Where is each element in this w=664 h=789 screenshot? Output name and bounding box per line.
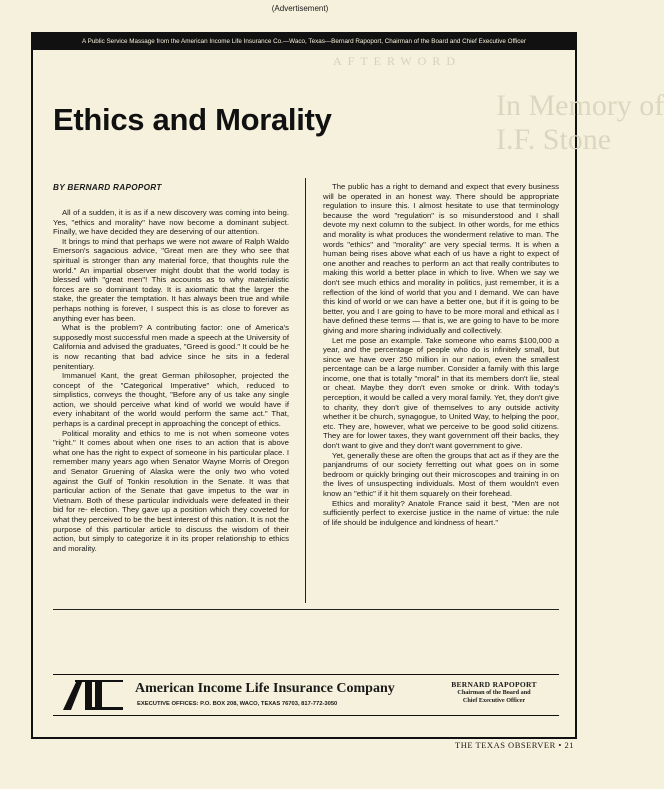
byline: BY BERNARD RAPOPORT [53, 183, 162, 192]
headline: Ethics and Morality [53, 102, 332, 137]
page-footer: THE TEXAS OBSERVER • 21 [455, 740, 574, 750]
bleed-through-line-1: In Memory of [496, 89, 664, 122]
paragraph: Immanuel Kant, the great German philosopher, projected the concept of the "Categorical Imperative" which, reduced to simplistics, conveys the thought, "Before any of us take any single action, we should perceive what kind of world we would have if every inhabitant of the world would perform the same act." That, perhaps is a cardinal precept in approaching the concept of ethics. [53, 371, 289, 429]
company-footer [53, 674, 559, 716]
left-column [53, 208, 289, 553]
paragraph: It brings to mind that perhaps we were not aware of Ralph Waldo Emerson's sagacious advice, "Great men are they who see that spiritual is stronger than any material force, that thoughts rule the world." An impartial observer might doubt that the world today is blessed with "great men"! This accounts as to why materialistic forces are so dominant today. It is axiomatic that the larger the stake, the greater the temptation. It has always been true and while perhaps nothing is forever, I suspect this is as close to forever as anything ever has been. [53, 236, 289, 323]
public-service-banner: A Public Service Massage from the American Income Life Insurance Co.—Waco, Texas—Bernard Rapoport, Chairman of the Board and Chief Executive Officer [33, 34, 575, 50]
advertisement-frame [31, 32, 664, 739]
bleed-through-heading: AFTERWORD [333, 54, 462, 68]
bleed-through-line-2: I.F. Stone [496, 123, 612, 156]
paragraph: Ethics and morality? Anatole France said it best, "Men are not sufficiently perfect to exercise justice in the name of virtue: the rule of life should be indulgence and kindness of heart." [323, 498, 559, 527]
advertisement-label: (Advertisement) [271, 4, 329, 13]
paragraph: All of a sudden, it is as if a new discovery was coming into being. Yes, "ethics and morality" have now become a dominant subject. Finally, we have decided they are deserving of our attention. [53, 208, 289, 237]
signatory-title-line-2: Chief Executive Officer [462, 697, 526, 704]
signatory-name: BERNARD RAPOPORT [451, 680, 537, 689]
paragraph: What is the problem? A contributing factor: one of America's supposedly most successful men made a speech at the University of California and advised the graduates, "Greed is good." It could be he is now recanting that bad advice since he sits in a federal penitentiary. [53, 323, 289, 371]
paragraph: Let me pose an example. Take someone who earns $100,000 a year, and the percentage of people who do is infinitely small, but since we have over 250 million in our nation, even the smallest percentage can be a large number. Consider a family with this large income, one that is totally "moral" in that its members don't lie, steal or cheat. Maybe they don't even smoke or drink. With today's perception, it would be called a very moral family. Yet, they don't give to charity, they don't give of themselves to any outside activity whether it be church, synagogue, to United Way, to helping the poor, etc. They are, however, what we perceive to be good solid citizens. They are for lower taxes, they want government off their backs, they don't want to give and they don't want government to give. [323, 335, 559, 451]
ail-monogram-logo-icon [61, 678, 125, 712]
executive-offices: EXECUTIVE OFFICES: P.O. BOX 208, WACO, TEXAS 76703, 817-772-3050 [137, 701, 338, 707]
signatory [439, 680, 549, 705]
paragraph: Political morality and ethics to me is not when someone votes "right." It comes about when one rises to an action that is above what one has the right to expect of someone in his particular place. I remember many years ago when Senator Wayne Morris of Oregon and Senator Gruening of Alaska were the only two who voted against the Gulf of Tonkin resolution in the Senate. It was that particular action of the Senate that gave impetus to the war in Vietnam. Both of these particular individuals were defeated in their bid for re- election. They gave up a position which they coveted for what they perceived to be the best interest of this nation. It is not the purpose of this particular article to discuss the wisdom of their action, but simply to categorize it in its proper relationship to ethics and morality. [53, 428, 289, 553]
bleed-through-title [496, 89, 664, 157]
article-end-rule [53, 609, 559, 610]
column-divider [305, 178, 306, 603]
right-column [323, 182, 559, 527]
paragraph: Yet, generally these are often the groups that act as if they are the panjandrums of our society ferretting out what goes on in some bedroom or quickly bringing out their microscopes and training in on the lives of unsuspecting individuals. Most of them wouldn't even know an "ethic" if it hit them squarely on their forehead. [323, 450, 559, 498]
company-name: American Income Life Insurance Company [135, 681, 395, 696]
signatory-title-line-1: Chairman of the Board and [457, 689, 531, 696]
paragraph: The public has a right to demand and expect that every business will be operated in an honest way. There should be appropriate regulation to insure this. I almost hesitate to use that terminology because the word "regulation" is so misunderstood and I shall devote my next column to the subject. In other words, for me ethics and morality is what produces the wonderment relative to man. The words "ethics" and "morality" are very special terms. It is when a human being rises above what each of us have a right to expect of one another and reaches to perform an act that really contributes to making this world a better place in which to live. When we say we don't see much ethics and morality in politics, just remember, it is a reflection of the kind of world that you and I demand. We can have this kind of world or we can have a better one, but if it is going to be better, you and I are going to have to be more moral and ethical as I have defined these terms — that is, we are going to have to be more giving and more sharing individually and collectively. [323, 182, 559, 335]
